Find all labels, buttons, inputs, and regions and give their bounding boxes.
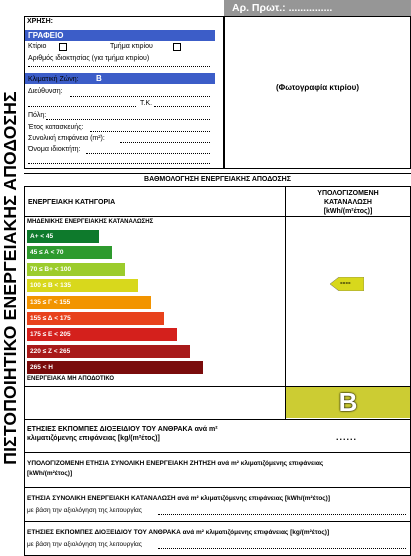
rating-header-divider (24, 216, 411, 217)
actual-consumption-line (158, 514, 406, 515)
energy-class-bar: 175 ≤ Ε < 205 (27, 328, 177, 341)
photo-box (224, 16, 411, 169)
energy-class-bar: 70 ≤ Β+ < 100 (27, 263, 125, 276)
building-checkbox[interactable] (59, 43, 67, 51)
rating-title: ΒΑΘΜΟΛΟΓΗΣΗ ΕΝΕΡΓΕΙΑΚΗΣ ΑΠΟΔΟΣΗΣ (24, 173, 411, 187)
owner-label: Όνομα ιδιοκτήτη: (28, 146, 81, 153)
actual-emissions-label-2: με βάση την αξιολόγηση της λειτουργίας (27, 541, 142, 548)
tk-label: Τ.Κ. (140, 100, 153, 107)
owner-line (86, 153, 210, 154)
result-class: Β (338, 387, 358, 417)
part-label: Τμήμα κτιρίου (110, 43, 153, 50)
emissions-label-2: κλιματιζόμενης επιφάνειας [kg/(m²έτος)] (27, 435, 160, 442)
pointer-value: ---- (340, 278, 351, 287)
energy-class-bar: 220 ≤ Ζ < 265 (27, 345, 190, 358)
column-divider (285, 187, 286, 419)
emissions-value: ...... (336, 432, 358, 442)
actual-emissions-line (158, 548, 406, 549)
actual-emissions-row (24, 522, 411, 556)
inefficient-label: ΕΝΕΡΓΕΙΑΚΑ ΜΗ ΑΠΟΔΟΤΙΚΟ (27, 376, 115, 382)
demand-label-2: [kWh/(m²έτος)] (27, 470, 73, 477)
category-header: ΕΝΕΡΓΕΙΑΚΗ ΚΑΤΗΓΟΡΙΑ (28, 199, 116, 206)
area-label: Συνολική επιφάνεια (m²): (28, 135, 105, 142)
energy-class-bar: 135 ≤ Γ < 155 (27, 296, 151, 309)
actual-emissions-label-1: ΕΤΗΣΙΕΣ ΕΚΠΟΜΠΕΣ ΔΙΟΞΕΙΔΙΟΥ ΤΟΥ ΑΝΘΡΑΚΑ ανά m² κλιματιζόμενης επιφάνειας [kg/(m²έτος)] (27, 529, 330, 536)
address-line (70, 96, 210, 97)
energy-class-bar: Α+ < 45 (27, 230, 99, 243)
actual-consumption-label-2: με βάση την αξιολόγηση της λειτουργίας (27, 507, 142, 514)
zero-energy-label: ΜΗΔΕΝΙΚΗΣ ΕΝΕΡΓΕΙΑΚΗΣ ΚΑΤΑΝΑΛΩΣΗΣ (27, 219, 154, 225)
demand-label-1: ΥΠΟΛΟΓΙΖΟΜΕΝΗ ΕΤΗΣΙΑ ΣΥΝΟΛΙΚΗ ΕΝΕΡΓΕΙΑΚΗ ΖΗΤΗΣΗ ανά m² κλιματιζόμενης επιφάνειας (27, 460, 324, 467)
consumption-header-line2: ΚΑΤΑΝΑΛΩΣΗ (324, 199, 372, 206)
area-line (120, 142, 210, 143)
energy-class-bar: 155 ≤ Δ < 175 (27, 312, 164, 325)
address-label: Διεύθυνση: (28, 88, 63, 95)
energy-class-bar: 265 < Η (27, 361, 203, 374)
id-number-line (28, 66, 210, 67)
part-checkbox[interactable] (173, 43, 181, 51)
actual-consumption-row (24, 488, 411, 522)
use-label: ΧΡΗΣΗ: (27, 18, 53, 25)
city-label: Πόλη: (28, 112, 47, 119)
certificate-title: ΠΙΣΤΟΠΟΙΗΤΙΚΟ ΕΝΕΡΓΕΙΑΚΗΣ ΑΠΟΔΟΣΗΣ (0, 91, 20, 465)
emissions-label-1: ΕΤΗΣΙΕΣ ΕΚΠΟΜΠΕΣ ΔΙΟΞΕΙΔΙΟΥ ΤΟΥ ΑΝΘΡΑΚΑ ανά m² (27, 426, 218, 433)
photo-label: (Φωτογραφία κτιρίου) (275, 83, 360, 92)
actual-consumption-label-1: ΕΤΗΣΙΑ ΣΥΝΟΛΙΚΗ ΕΝΕΡΓΕΙΑΚΗ ΚΑΤΑΝΑΛΩΣΗ ανά m² κλιματιζόμενης επιφάνειας [kWh/(m²έτος)] (27, 495, 331, 502)
year-label: Έτος κατασκευής: (28, 124, 84, 131)
building-label: Κτίριο (28, 43, 47, 50)
year-line (90, 131, 210, 132)
sidebar (0, 0, 24, 556)
consumption-header-line1: ΥΠΟΛΟΓΙΖΟΜΕΝΗ (317, 190, 379, 197)
energy-class-bar: 100 ≤ Β < 135 (27, 279, 138, 292)
climate-zone-value: Β (96, 74, 110, 83)
city-line (46, 119, 210, 120)
demand-row (24, 453, 411, 488)
use-value[interactable]: ΓΡΑΦΕΙΟ (25, 30, 215, 41)
address-line-2 (28, 106, 136, 107)
id-number-label: Αριθμός ιδιοκτησίας (για τμήμα κτιρίου) (28, 55, 150, 62)
owner-line-2 (28, 163, 210, 164)
consumption-header (285, 189, 411, 216)
consumption-header-line3: [kWh/(m²έτος)] (323, 208, 373, 215)
protocol-number: Αρ. Πρωτ.: ............... (232, 2, 333, 14)
climate-zone-label: Κλιματική Ζώνη: (28, 76, 79, 83)
energy-class-bar: 45 ≤ Α < 70 (27, 246, 112, 259)
tk-line (154, 106, 210, 107)
